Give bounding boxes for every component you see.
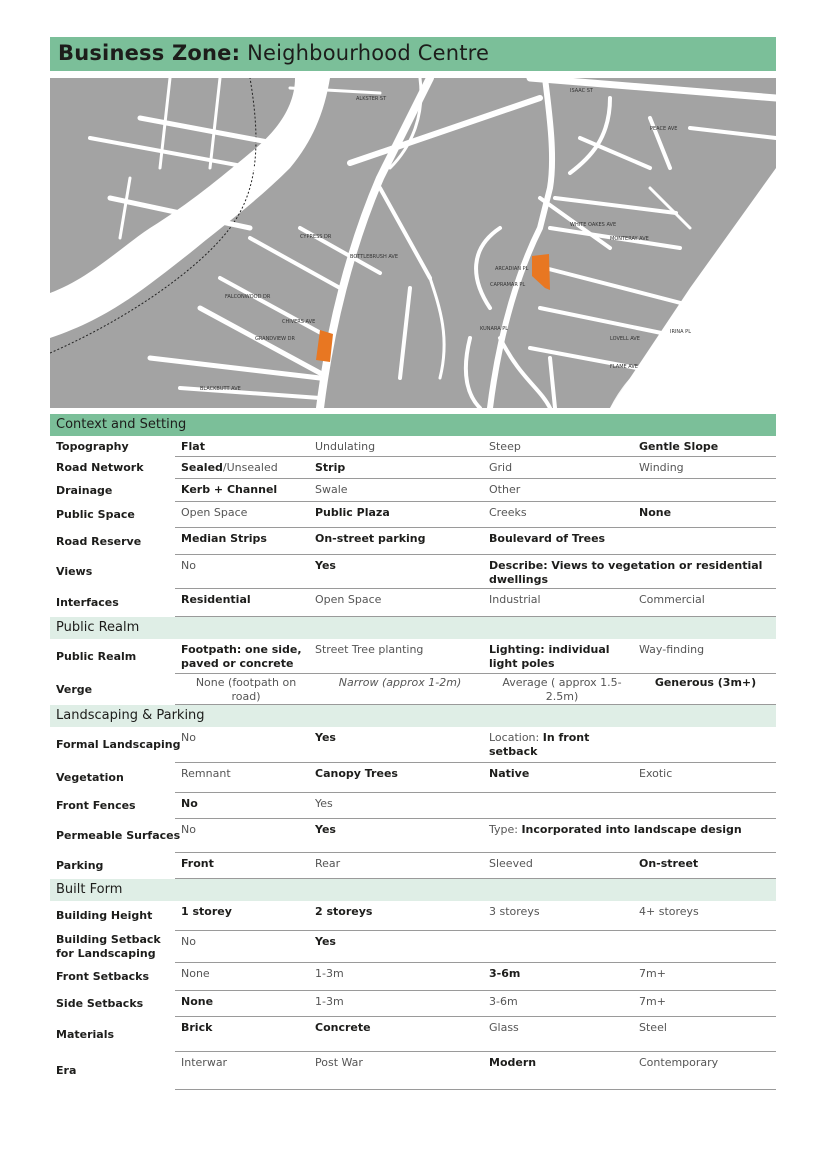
table-row	[50, 1052, 776, 1090]
row-label: Vegetation	[56, 771, 124, 784]
option-cell	[181, 436, 315, 457]
option-cell	[639, 502, 776, 528]
option-cell	[639, 674, 776, 705]
option-text: Remnant	[181, 767, 231, 780]
table-row	[50, 639, 776, 674]
row-label: Building Height	[56, 909, 153, 922]
option-text: Exotic	[639, 767, 673, 780]
option-cell	[639, 931, 776, 963]
table-row	[50, 457, 776, 479]
option-text: Post War	[315, 1056, 363, 1069]
option-text: Footpath: one side, paved or concrete	[181, 643, 302, 670]
option-text: Lighting: individual light poles	[489, 643, 610, 670]
row-label: Formal Landscaping	[56, 738, 181, 751]
section-heading: Landscaping & Parking	[50, 705, 776, 727]
option-cell	[639, 589, 776, 617]
option-text: Public Plaza	[315, 506, 390, 519]
option-text: On-street	[639, 857, 699, 870]
option-text: No	[181, 559, 196, 572]
option-text: Open Space	[181, 506, 248, 519]
option-cell	[315, 763, 489, 793]
option-cell	[489, 589, 639, 617]
row-label: Road Reserve	[56, 534, 142, 548]
option-text: Kerb + Channel	[181, 483, 278, 496]
section-heading: Context and Setting	[50, 414, 776, 436]
option-cell	[181, 555, 315, 589]
option-cell	[315, 639, 489, 674]
option-cell	[315, 1052, 489, 1090]
option-cell	[489, 528, 639, 555]
option-cell	[181, 901, 315, 931]
option-cell	[639, 639, 776, 674]
row-label: Materials	[56, 1027, 115, 1041]
option-cell	[489, 457, 639, 479]
option-cell	[315, 727, 489, 763]
option-text: 7m+	[639, 967, 666, 980]
option-cell	[315, 555, 489, 589]
option-suffix: /Unsealed	[222, 461, 278, 474]
option-text: Steep	[489, 440, 521, 453]
row-label: Permeable Surfaces	[56, 829, 181, 842]
table-row	[50, 674, 776, 705]
option-text: No	[181, 935, 196, 948]
option-text: On-street parking	[315, 532, 426, 545]
option-text: Narrow (approx 1-2m)	[338, 676, 462, 689]
option-cell	[489, 793, 639, 819]
table-row	[50, 727, 776, 763]
option-cell	[315, 479, 489, 502]
row-label: Era	[56, 1064, 77, 1077]
row-label: Front Fences	[56, 799, 136, 812]
option-cell	[489, 901, 639, 931]
svg-text:KUNARA PL: KUNARA PL	[480, 326, 509, 332]
option-text: Rear	[315, 857, 341, 870]
option-cell	[181, 1017, 315, 1052]
option-text: None	[181, 995, 214, 1008]
option-cell	[181, 793, 315, 819]
option-text: Open Space	[315, 593, 382, 606]
option-cell	[489, 502, 639, 528]
option-cell	[489, 963, 639, 991]
row-label: Parking	[56, 859, 104, 872]
option-cell	[315, 457, 489, 479]
option-cell	[639, 479, 776, 502]
option-text: 3-6m	[489, 995, 518, 1008]
option-text: Location:	[489, 731, 543, 744]
option-cell	[639, 436, 776, 457]
option-cell	[315, 793, 489, 819]
option-cell	[181, 763, 315, 793]
svg-text:FLAME AVE: FLAME AVE	[610, 364, 638, 370]
table-row	[50, 853, 776, 879]
option-cell	[315, 436, 489, 457]
option-cell	[315, 819, 489, 853]
option-text: 1-3m	[315, 995, 344, 1008]
table-row	[50, 479, 776, 502]
option-detail: In front setback	[489, 731, 590, 758]
option-cell	[489, 479, 639, 502]
option-cell	[181, 457, 315, 479]
option-cell	[489, 674, 639, 705]
option-text: Boulevard of Trees	[489, 532, 606, 545]
row-label: Verge	[56, 682, 93, 696]
table-row	[50, 793, 776, 819]
option-cell	[315, 589, 489, 617]
option-text: Contemporary	[639, 1056, 719, 1069]
option-text: Interwar	[181, 1056, 228, 1069]
option-text: Yes	[315, 559, 336, 572]
table-row	[50, 528, 776, 555]
option-cell	[489, 1052, 639, 1090]
option-text: 3 storeys	[489, 905, 540, 918]
option-cell	[315, 1017, 489, 1052]
row-label: Side Setbacks	[56, 997, 144, 1010]
option-text: Undulating	[315, 440, 376, 453]
option-text: Glass	[489, 1021, 519, 1034]
svg-text:IRINA PL: IRINA PL	[670, 329, 691, 335]
row-label: Public Space	[56, 508, 135, 521]
option-cell	[639, 793, 776, 819]
option-text: None	[181, 967, 210, 980]
option-text: Creeks	[489, 506, 527, 519]
table-row	[50, 931, 776, 963]
option-cell	[639, 763, 776, 793]
svg-text:CHIVERS AVE: CHIVERS AVE	[282, 319, 316, 325]
option-cell	[489, 555, 776, 589]
option-cell	[181, 589, 315, 617]
option-cell	[639, 853, 776, 879]
option-cell	[315, 991, 489, 1017]
option-text: Gentle Slope	[639, 440, 719, 453]
option-detail: Incorporated into landscape design	[521, 823, 742, 836]
table-row	[50, 436, 776, 457]
option-text: Average ( approx 1.5-2.5m)	[502, 676, 622, 703]
option-cell	[489, 931, 639, 963]
option-text: 2 storeys	[315, 905, 373, 918]
option-text: Yes	[315, 731, 336, 744]
option-text: Strip	[315, 461, 346, 474]
option-cell	[639, 1052, 776, 1090]
table-row	[50, 589, 776, 617]
option-text: Sleeved	[489, 857, 533, 870]
table-row	[50, 555, 776, 589]
table-row	[50, 991, 776, 1017]
option-text: Generous (3m+)	[654, 676, 757, 689]
table-row	[50, 502, 776, 528]
assessment-table	[50, 414, 776, 1090]
option-cell	[489, 763, 639, 793]
option-text: Street Tree planting	[315, 643, 424, 656]
option-text: Swale	[315, 483, 348, 496]
option-cell	[181, 528, 315, 555]
option-text: Native	[489, 767, 530, 780]
row-label: Drainage	[56, 483, 113, 497]
option-text: Steel	[639, 1021, 667, 1034]
option-cell	[639, 457, 776, 479]
option-text: Yes	[315, 823, 336, 836]
row-label: Road Network	[56, 461, 144, 474]
option-cell	[489, 991, 639, 1017]
page-title	[50, 37, 776, 71]
option-text: 1-3m	[315, 967, 344, 980]
title-rest: Neighbourhood Centre	[240, 41, 490, 65]
option-cell	[181, 963, 315, 991]
option-text: Sealed	[181, 461, 223, 474]
table-row	[50, 1017, 776, 1052]
option-cell	[315, 931, 489, 963]
option-text: No	[181, 797, 198, 810]
section-heading: Public Realm	[50, 617, 776, 639]
option-text: Describe: Views to vegetation or residential dwellings	[489, 559, 763, 586]
row-label: Interfaces	[56, 596, 119, 609]
option-text: No	[181, 823, 196, 836]
option-cell	[639, 901, 776, 931]
option-cell	[315, 502, 489, 528]
option-text: Canopy Trees	[315, 767, 398, 780]
option-cell	[639, 528, 776, 555]
table-row	[50, 963, 776, 991]
option-text: 1 storey	[181, 905, 232, 918]
option-text: None	[639, 506, 672, 519]
option-text: Flat	[181, 440, 205, 453]
option-cell	[489, 1017, 639, 1052]
svg-text:MONTERAY AVE: MONTERAY AVE	[610, 236, 649, 242]
option-text: Brick	[181, 1021, 213, 1034]
option-cell	[639, 991, 776, 1017]
option-text: None (footpath on road)	[195, 676, 297, 703]
table-row	[50, 901, 776, 931]
table-row	[50, 763, 776, 793]
svg-text:BOTTLEBRUSH AVE: BOTTLEBRUSH AVE	[350, 254, 399, 260]
location-map	[50, 78, 776, 408]
section-heading: Built Form	[50, 879, 776, 901]
option-cell	[315, 963, 489, 991]
option-cell	[489, 819, 776, 853]
option-text: 4+ storeys	[639, 905, 699, 918]
svg-text:GRANDVIEW DR: GRANDVIEW DR	[255, 336, 295, 342]
option-cell	[315, 674, 489, 705]
option-cell	[489, 727, 639, 763]
option-cell	[181, 502, 315, 528]
option-cell	[639, 963, 776, 991]
table-row	[50, 819, 776, 853]
option-text: Yes	[315, 797, 333, 810]
option-cell	[181, 991, 315, 1017]
option-text: Modern	[489, 1056, 537, 1069]
svg-text:CYPRESS DR: CYPRESS DR	[300, 234, 332, 240]
row-label: Views	[56, 565, 93, 578]
option-text: Yes	[315, 935, 336, 948]
option-cell	[639, 1017, 776, 1052]
svg-text:ALKSTER ST: ALKSTER ST	[356, 96, 387, 102]
option-text: Type:	[489, 823, 522, 836]
svg-text:PEACE AVE: PEACE AVE	[650, 126, 678, 132]
option-cell	[181, 674, 315, 705]
option-cell	[489, 853, 639, 879]
option-text: Front	[181, 857, 214, 870]
option-text: Industrial	[489, 593, 541, 606]
svg-text:CAPRAMAR PL: CAPRAMAR PL	[490, 282, 526, 288]
svg-text:ARCADIAN PL: ARCADIAN PL	[495, 266, 529, 272]
option-text: Way-finding	[639, 643, 705, 656]
svg-text:ISAAC ST: ISAAC ST	[570, 88, 593, 94]
row-label: Public Realm	[56, 649, 137, 663]
option-text: No	[181, 731, 196, 744]
svg-text:FALCONWOOD DR: FALCONWOOD DR	[225, 294, 271, 300]
svg-text:BLACKBUTT AVE: BLACKBUTT AVE	[200, 386, 241, 392]
row-label: Front Setbacks	[56, 970, 150, 983]
option-text: Residential	[181, 593, 251, 606]
option-cell	[315, 853, 489, 879]
option-cell	[181, 639, 315, 674]
option-cell	[181, 1052, 315, 1090]
option-text: Winding	[639, 461, 684, 474]
option-cell	[315, 528, 489, 555]
option-cell	[181, 819, 315, 853]
option-cell	[489, 639, 639, 674]
svg-text:WHITE OAKES AVE: WHITE OAKES AVE	[570, 222, 617, 228]
option-cell	[181, 479, 315, 502]
row-label: Building Setback for Landscaping	[56, 933, 161, 960]
title-bold: Business Zone:	[58, 41, 241, 65]
option-text: Commercial	[639, 593, 705, 606]
svg-text:LOVELL AVE: LOVELL AVE	[610, 336, 640, 342]
row-label: Topography	[56, 439, 129, 453]
option-text: 7m+	[639, 995, 666, 1008]
option-cell	[639, 727, 776, 763]
option-text: Other	[489, 483, 521, 496]
option-cell	[181, 853, 315, 879]
option-text: 3-6m	[489, 967, 521, 980]
option-text: Median Strips	[181, 532, 267, 545]
option-cell	[181, 931, 315, 963]
option-text: Grid	[489, 461, 513, 474]
option-text: Concrete	[315, 1021, 371, 1034]
option-cell	[181, 727, 315, 763]
option-cell	[489, 436, 639, 457]
option-cell	[315, 901, 489, 931]
